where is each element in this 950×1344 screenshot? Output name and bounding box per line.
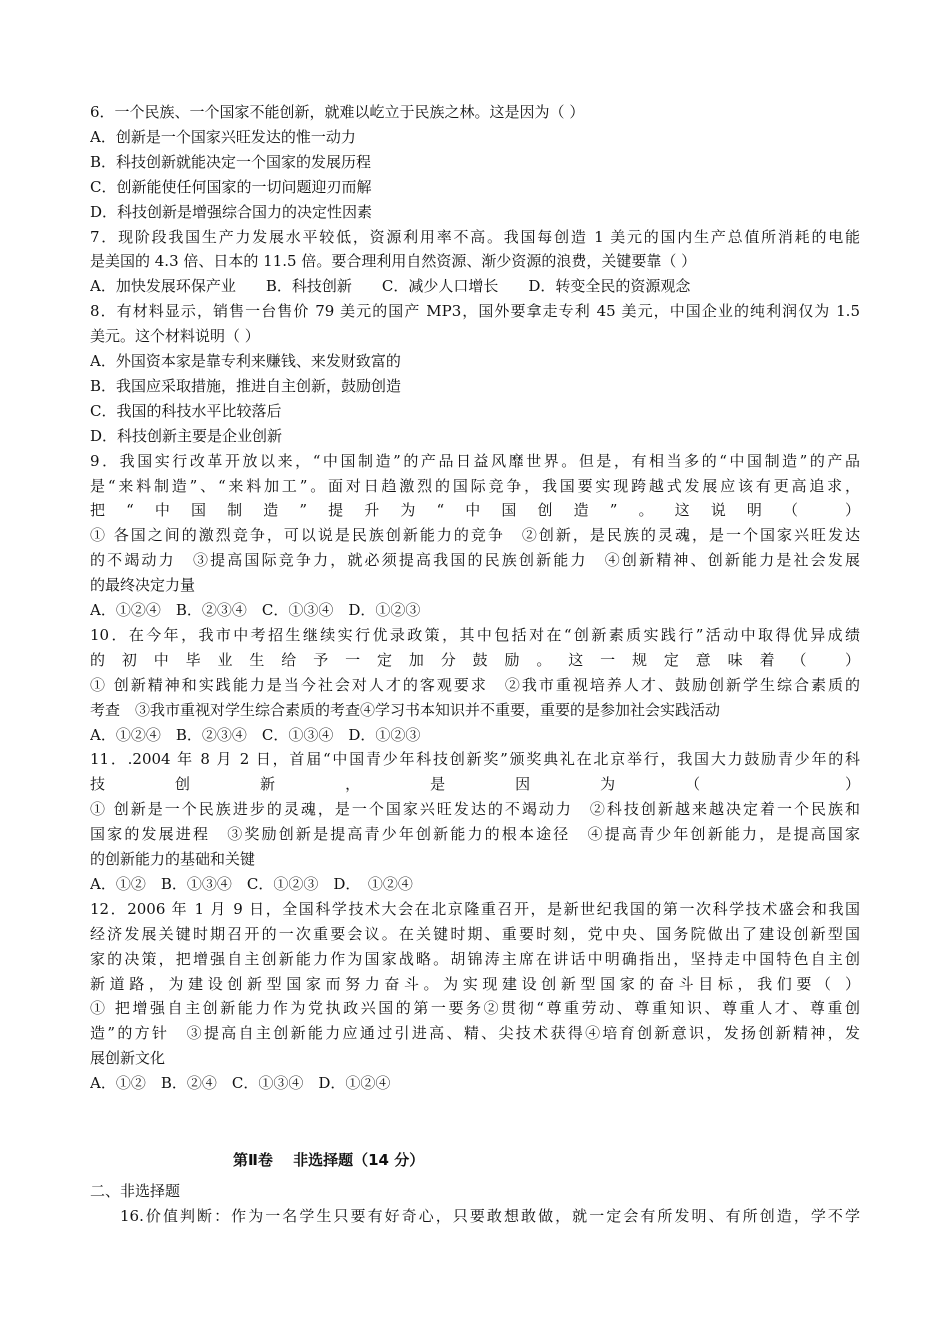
question-text-line: 11．.2004 年 8 月 2 日，首届“中国青少年科技创新奖”颁奖典礼在北京举行，我国大力鼓励青少年的科 xyxy=(90,750,860,769)
question-text-line: ① 各国之间的激烈竞争，可以说是民族创新能力的竞争 ②创新，是民族的灵魂，是一个国家兴旺发达 xyxy=(90,526,860,545)
answer-option: A．①②④ B．②③④ C．①③④ D．①②③ xyxy=(90,601,421,619)
section-label: 二、非选择题 xyxy=(90,1182,181,1200)
answer-option: A．①② B．①③④ C．①②③ D． ①②④ xyxy=(90,874,413,893)
question-text-line: 是“来料制造”、“来料加工”。面对日趋激烈的国际竞争，我国要实现跨越式发展应该有更高追求， xyxy=(90,476,860,495)
question-text-line: 技创新，是因为（ ） xyxy=(90,775,860,794)
question-text-line: 新道路，为建设创新型国家而努力奋斗。为实现建设创新型国家的奋斗目标，我们要（ ） xyxy=(90,974,860,993)
question-text-line: 家的决策，把增强自主创新能力作为国家战略。胡锦涛主席在讲话中明确指出，坚持走中国特色自主创 xyxy=(90,949,860,968)
question-text-line: 考查 ③我市重视对学生综合素质的考查④学习书本知识并不重要，重要的是参加社会实践活动 xyxy=(90,700,721,719)
section-heading: 第Ⅱ卷 非选择题（14 分） xyxy=(233,1151,425,1169)
answer-option: A．①②④ B．②③④ C．①③④ D．①②③ xyxy=(90,725,421,744)
question-text-line: 经济发展关键时期召开的一次重要会议。在关键时期、重要时刻，党中央、国务院做出了建设创新型国 xyxy=(90,924,860,943)
question-text-line: 是美国的 4.3 倍、日本的 11.5 倍。要合理利用自然资源、渐少资源的浪费，关键要靠（ ） xyxy=(90,252,697,271)
question-text-line: 10．在今年，我市中考招生继续实行优录政策，其中包括对在“创新素质实践行”活动中取得优异成绩 xyxy=(90,625,860,644)
question-text-line: 9．我国实行改革开放以来，“中国制造”的产品日益风靡世界。但是，有相当多的“中国制造”的产品 xyxy=(90,451,860,470)
answer-option: A．外国资本家是靠专利来赚钱、来发财致富的 xyxy=(90,352,401,370)
question-16: 16.价值判断：作为一名学生只要有好奇心，只要敢想敢做，就一定会有所发明、有所创造，学不学 xyxy=(120,1207,860,1225)
question-text-line: 的初中毕业生给予一定加分鼓励。这一规定意味着（ ） xyxy=(90,650,860,669)
answer-option: D．科技创新是增强综合国力的决定性因素 xyxy=(90,202,373,221)
question-text-line: 国家的发展进程 ③奖励创新是提高青少年创新能力的根本途径 ④提高青少年创新能力，是提高国家 xyxy=(90,825,860,844)
question-text-line: 7．现阶段我国生产力发展水平较低，资源利用率不高。我国每创造 1 美元的国内生产总值所消耗的电能 xyxy=(90,227,860,246)
answer-option: A．创新是一个国家兴旺发达的惟一动力 xyxy=(90,127,356,146)
answer-option: B．我国应采取措施，推进自主创新，鼓励创造 xyxy=(90,376,402,395)
question-text-line: 造”的方针 ③提高自主创新能力应通过引进高、精、尖技术获得④培育创新意识，发扬创新精神，发 xyxy=(90,1024,860,1043)
question-text-line: 的创新能力的基础和关键 xyxy=(90,850,256,868)
question-text-line: 6．一个民族、一个国家不能创新，就难以屹立于民族之林。这是因为（ ） xyxy=(90,103,585,121)
question-text-line: 把“中国制造”提升为“中国创造”。这说明（ ） xyxy=(90,501,860,520)
question-text-line: ① 把增强自主创新能力作为党执政兴国的第一要务②贯彻“尊重劳动、尊重知识、尊重人才、尊重创 xyxy=(90,999,860,1018)
answer-option: C．创新能使任何国家的一切问题迎刃而解 xyxy=(90,177,372,196)
question-text-line: 8．有材料显示，销售一台售价 79 美元的国产 MP3，国外要拿走专利 45 美元，中国企业的纯利润仅为 1.5 xyxy=(90,302,860,321)
question-text-line: 12．2006 年 1 月 9 日，全国科学技术大会在北京隆重召开，是新世纪我国的第一次科学技术盛会和我国 xyxy=(90,899,860,918)
question-text-line: ① 创新是一个民族进步的灵魂，是一个国家兴旺发达的不竭动力 ②科技创新越来越决定着一个民族和 xyxy=(90,800,860,819)
question-text-line: 的最终决定力量 xyxy=(90,576,196,595)
question-text-line: 的不竭动力 ③提高国际竞争力，就必须提高我国的民族创新能力 ④创新精神、创新能力是社会发展 xyxy=(90,551,860,570)
question-text-line: 展创新文化 xyxy=(90,1049,166,1068)
answer-option: A．加快发展环保产业 B．科技创新 C．减少人口增长 D．转变全民的资源观念 xyxy=(90,277,691,296)
answer-option: D．科技创新主要是企业创新 xyxy=(90,426,283,445)
question-text-line: ① 创新精神和实践能力是当今社会对人才的客观要求 ②我市重视培养人才、鼓励创新学生综合素质的 xyxy=(90,675,860,694)
answer-option: A．①② B．②④ C．①③④ D．①②④ xyxy=(90,1074,391,1093)
answer-option: C．我国的科技水平比较落后 xyxy=(90,401,282,420)
question-text-line: 美元。这个材料说明（ ） xyxy=(90,327,260,346)
answer-option: B．科技创新就能决定一个国家的发展历程 xyxy=(90,152,372,171)
